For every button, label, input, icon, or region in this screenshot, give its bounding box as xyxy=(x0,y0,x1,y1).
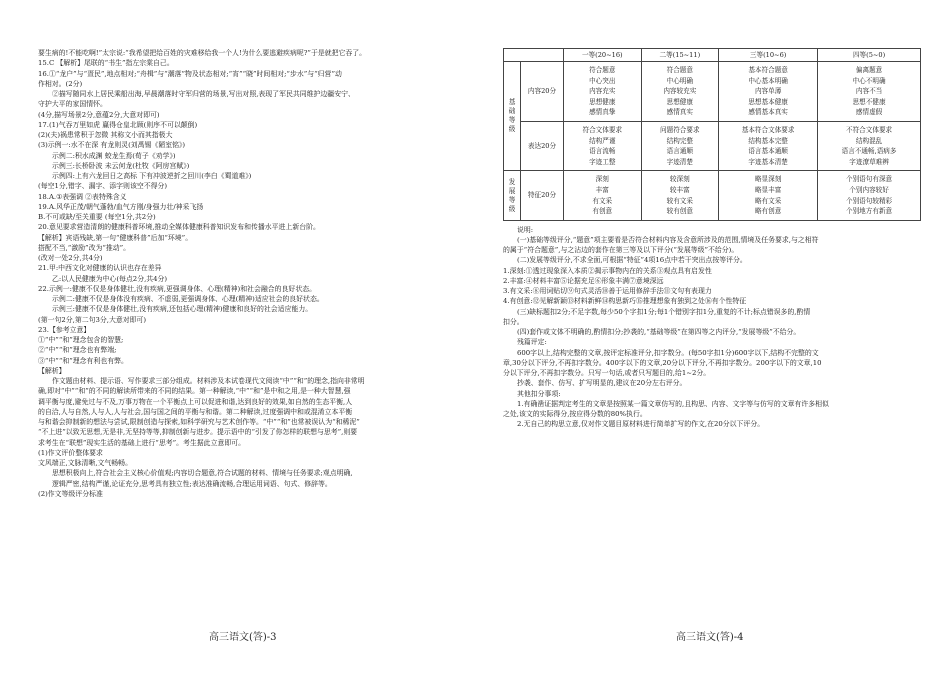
text-line: B.不可或缺/至关重要 (每空1分,共2分) xyxy=(38,213,156,221)
table-header-cell: 二等(15~11) xyxy=(641,49,719,62)
criterion-cell xyxy=(564,121,642,170)
criterion-cell xyxy=(818,121,921,170)
criterion-item: 有创意 xyxy=(592,207,613,216)
text-line: 19.A.风华正茂/朝气蓬勃/血气方刚/身强力壮/神采飞扬 xyxy=(38,202,204,211)
criterion-cell xyxy=(641,121,719,170)
text-line: 1.深刻:①透过现象深入本质②揭示事物内在的关系③观点具有启发性 xyxy=(503,266,712,275)
text-line: (三)缺标题扣2分;不足字数,每少50个字扣1分;每1个错别字扣1分,重复的不计;标点错误多的,酌情 xyxy=(517,307,811,316)
text-line: ②“中”“和”理念也有弊端; xyxy=(38,346,117,355)
text-line: 确,即对“中”“和”的不同的解读所带来的不同的结果。第一种解读,“中”“和”是中和之用,是一种大智慧,强 xyxy=(38,387,351,396)
table-row xyxy=(504,121,921,170)
grade-group-label: 发 展 等 级 xyxy=(504,171,521,220)
page-footer-left: 高三语文(答)-3 xyxy=(209,632,277,643)
criterion-item: 基本符合题意 xyxy=(748,66,788,74)
criterion-item: 思想健康 xyxy=(589,97,616,106)
text-line: 其他扣分事项: xyxy=(517,389,561,398)
text-line: 【解析】宾语残缺,第一句“健康科普”后加“环境”。 xyxy=(38,233,193,242)
criterion-item: 语言通顺 xyxy=(666,147,693,156)
text-line: 守护大平的家国情怀。 xyxy=(38,100,107,109)
text-line: 残篇评定: xyxy=(517,338,547,347)
criterion-item: 字迹潦草难辨 xyxy=(849,157,889,166)
text-line: (2)作文等级评分标准 xyxy=(38,489,103,498)
text-line: 章,30分以下评分,不再扣字数分。400字以下的文章,20分以下评分,不再扣字数分。200字以下的文章,10 xyxy=(503,358,822,367)
criterion-item: 有文采 xyxy=(592,196,613,205)
text-line: 思想积极向上,符合社会主义核心价值观;内容切合题意,符合试题的材料、情境与任务要求;观点明确, xyxy=(52,469,353,478)
criterion-cell xyxy=(818,62,921,122)
text-line: 抄袭、套作、仿写、扩写明显的,建议在20分左右评分。 xyxy=(517,379,687,388)
text-line: 的自洽,人与自然,人与人,人与社会,国与国之间的平衡与和谐。第二种解读,过度强调中和或混淆立本平衡 xyxy=(38,407,353,416)
criterion-item: 中心不明确 xyxy=(852,76,886,85)
criterion-label: 特征20分 xyxy=(521,171,564,220)
criterion-item: 中心基本明确 xyxy=(748,76,788,85)
text-line: 乙:以人民健康为中心(每点2分,共4分) xyxy=(52,274,168,283)
criterion-cell xyxy=(719,121,818,170)
criterion-item: 语言不通畅,语病多 xyxy=(841,147,897,156)
text-line: 23.【参考立意】 xyxy=(38,325,91,334)
text-line: 15.C 【解析】尾联的“书生”指左宗棠自己。 xyxy=(38,59,174,68)
criterion-item: 较深刻 xyxy=(669,175,690,184)
text-line: 的属于“符合题意”,与之沾边的套作在第三等及以下评分(“发展等级”不给分)。 xyxy=(503,246,739,255)
text-line: (1)作文评价整体要求 xyxy=(38,448,103,457)
text-line: 作文题由材料、提示语、写作要求三部分组成。材料涉及本试卷现代文阅读“中”“和”的理念,指向非常明 xyxy=(52,377,365,385)
text-line: 搭配不当,“激励”改为“推动”。 xyxy=(38,243,131,252)
grading-table xyxy=(503,48,921,221)
criterion-item: 较有文采 xyxy=(666,196,693,205)
criterion-item: 结构严谨 xyxy=(589,136,616,145)
text-line: 17.(1)气吞万里如虎 赢得仓皇北顾(则序不可以颠倒) xyxy=(38,120,198,129)
criterion-cell xyxy=(564,171,642,220)
text-line: 22.示例一:健康不仅是身体健壮,没有疾病,更强调身体、心理(精神)和社会融合的良好状态。 xyxy=(38,284,316,293)
text-line: (二)发展等级评分,不求全面,可根据“特征”4项16点中若干突出点按等评分。 xyxy=(517,256,747,265)
criterion-item: 思想健康 xyxy=(666,97,693,106)
criterion-item: 字迹工整 xyxy=(589,157,616,166)
table-corner xyxy=(504,49,564,62)
criterion-item: 偏离题意 xyxy=(855,66,883,74)
criterion-label: 内容20分 xyxy=(521,62,564,122)
table-header-cell: 一等(20~16) xyxy=(564,49,642,62)
text-line: 示例四:上有六龙回日之高标 下有冲波逆折之回川(李白《蜀道难》) xyxy=(52,172,252,180)
criterion-item: 基本符合文体要求 xyxy=(741,125,795,134)
text-line: 示例三:长桥卧波 未云何龙(杜牧《阿房宫赋》) xyxy=(52,161,190,170)
text-line: 调平衡与度,避免过与不及,万事万物在一个平衡点上可以促进和谐,达到良好的效果,如自然的生态平衡,人 xyxy=(38,397,353,406)
criterion-item: 不符合文体要求 xyxy=(846,125,893,134)
criterion-cell xyxy=(719,171,818,220)
text-line: 求考生在“联想”现实生活的基础上进行“思考”。考生据此立意即可。 xyxy=(38,438,246,447)
criterion-item: 略有文采 xyxy=(754,196,782,205)
criterion-item: 个别语句较精彩 xyxy=(846,196,893,205)
criterion-cell xyxy=(564,62,642,122)
criterion-item: 语言流畅 xyxy=(589,147,616,156)
text-line: 16.①“龙户”与“疍民”,地点相对;“舟楫”与“潮落”物及状态相对;“宵”“晓”时间相对;“步水”与“归营”动 xyxy=(38,69,342,78)
criterion-item: 内容不当 xyxy=(855,87,883,96)
criterion-cell xyxy=(641,171,719,220)
criterion-item: 内容充实 xyxy=(589,87,616,96)
criterion-item: 结构完整 xyxy=(666,136,693,145)
text-line: 之处,该文的实际得分,按应得分数的80%执行。 xyxy=(503,410,647,419)
text-line: 逻辑严密,结构严谨,论证充分,思考具有独立性;表达准确流畅,合理运用词语、句式、修辞等。 xyxy=(52,479,332,488)
criterion-item: 深刻 xyxy=(595,175,609,184)
criterion-item: 丰富 xyxy=(595,185,609,194)
criterion-item: 中心突出 xyxy=(589,76,616,85)
criterion-item: 较丰富 xyxy=(669,185,690,194)
text-line: 4.有创意:⑫见解新颖⑬材料新鲜⑭构思新巧⑮推理想象有独到之处⑯有个性特征 xyxy=(503,297,747,306)
criterion-cell xyxy=(719,62,818,122)
text-line: 说明: xyxy=(517,225,534,234)
criterion-item: 符合题意 xyxy=(589,66,616,74)
scoring-notes xyxy=(503,225,923,430)
text-line: 2.丰富:④材料丰富⑤论据充足⑥形象丰满⑦意境深远 xyxy=(503,276,664,285)
criterion-cell xyxy=(818,171,921,220)
text-line: ②描写随同水上居民乘船出海,早晨潮落时守军归营的场景,写出对照,表现了军民共同维护边疆安宁、 xyxy=(52,90,355,98)
criterion-item: 感情基本真实 xyxy=(748,108,788,117)
text-line: 示例三:健康不仅是身体健壮,没有疾病,还包括心理(精神)健康和良好的社会适应能力。 xyxy=(52,305,313,314)
text-line: 扣分。 xyxy=(503,317,524,326)
criterion-item: 问题符合要求 xyxy=(660,125,700,134)
criterion-item: 内容较充实 xyxy=(663,87,697,96)
table-row xyxy=(504,171,921,220)
criterion-item: 字迹清楚 xyxy=(666,157,693,166)
criterion-item: 略有创意 xyxy=(754,207,782,216)
text-line: 要生病的!不能吃啊!”太宗说:“我希望把给百姓的灾难移给我一个人!为什么要逃避疾病呢?”于是就把它吞了。 xyxy=(38,49,367,57)
criterion-item: 个别内容较好 xyxy=(849,185,889,194)
criterion-item: 感情真挚 xyxy=(589,108,616,117)
text-line: 600字以上,结构完整的文章,按评定标准评分,扣字数分。(每50字扣1分)600字以下,结构不完整的文 xyxy=(517,348,819,357)
text-line: 示例二:积水成渊 蛟龙生焉(荀子《劝学》) xyxy=(52,151,176,160)
criterion-item: 符合文体要求 xyxy=(582,125,623,134)
text-line: ③“中”“和”理念有利也有弊。 xyxy=(38,356,128,365)
criterion-label: 表达20分 xyxy=(521,121,564,170)
text-line: (一)基础等级评分,“题意”项主要看是否符合材料内容及含意所涉及的范围,情境及任务要求,与之相符 xyxy=(517,235,819,244)
text-line: ①“中”“和”理念包含的智慧; xyxy=(38,336,124,344)
criterion-cell xyxy=(641,62,719,122)
text-line: 文风端正,文脉清晰,文气畅畅。 xyxy=(38,459,132,467)
criterion-item: 中心明确 xyxy=(666,76,693,85)
text-line: “不上进”以致无思想,无是非,无坚持等等,抑制创新与进步。提示语中的“引发了你怎样的联想与思考”,则要 xyxy=(38,428,358,437)
text-line: 示例二:健康不仅是身体没有疾病、不虚弱,更强调身体、心理(精神)适应社会的良好状态。 xyxy=(52,295,324,303)
text-line: (四)套作或文体不明确的,酌情扣分;抄袭的,“基础等级”在第四等之内评分,“发展等级”不给分。 xyxy=(517,328,801,337)
grade-group-label: 基 础 等 级 xyxy=(504,62,521,171)
text-line: 分以下评分,不再扣字数分。只写一句话,或者只写题目的,给1~2分。 xyxy=(503,369,711,378)
text-line: (3)示例一:水不在深 有龙则灵(刘禹锡《陋室铭》) xyxy=(38,141,186,150)
text-line: (每空1分,错字、漏字、添字则该空不得分) xyxy=(38,182,168,191)
left-column xyxy=(38,48,448,499)
text-line: 21.甲:中西文化对健康的认识也存在差异 xyxy=(38,264,162,273)
text-line: (2)(夫)祸患常积于忽微 其称文小而其指极大 xyxy=(38,131,173,139)
table-header-cell: 三等(10~6) xyxy=(719,49,818,62)
table-row xyxy=(504,62,921,122)
criterion-item: 符合题意 xyxy=(666,66,693,74)
page-footer-right: 高三语文(答)-4 xyxy=(676,632,744,643)
table-header-cell: 四等(5~0) xyxy=(818,49,921,62)
text-line: 2.无自己的构思立意,仅对作文题目原材料进行简单扩写的作文,在20分以下评分。 xyxy=(517,420,765,429)
criterion-item: 字迹基本清楚 xyxy=(748,157,788,166)
criterion-item: 略显深刻 xyxy=(754,175,782,184)
criterion-item: 较有创意 xyxy=(666,207,693,216)
criterion-item: 思想基本健康 xyxy=(748,97,788,106)
criterion-item: 感情真实 xyxy=(666,108,693,117)
criterion-item: 感情虚假 xyxy=(855,108,883,117)
criterion-item: 略显丰富 xyxy=(754,185,782,194)
text-line: 【解析】 xyxy=(38,366,66,375)
text-line: 与和谐会抑制新的想法与尝试,限制创造与探索,如科学研究与艺术创作等。“中”“和”也常被误认为“和稀泥” xyxy=(38,418,360,426)
right-column xyxy=(503,48,923,430)
criterion-item: 内容单薄 xyxy=(754,87,782,96)
text-line: 3.有文采:⑧用词贴切⑨句式灵活⑩善于运用修辞手法⑪文句有表现力 xyxy=(503,287,712,296)
criterion-item: 结构混乱 xyxy=(855,136,883,145)
text-line: 1.有确凿证据判定考生的文章是按照某一篇文章仿写的,且构思、内容、文字等与仿写的文章有许多相似 xyxy=(517,399,829,408)
text-line: 作相对。(2分) xyxy=(38,79,83,88)
criterion-item: 结构基本完整 xyxy=(748,136,788,145)
criterion-item: 个别语句有深意 xyxy=(846,175,893,184)
text-line: 18.A.①表强调 ②表特殊含义 xyxy=(38,192,127,201)
criterion-item: 语言基本通顺 xyxy=(748,147,788,156)
text-line: 20.意见要求营造清朗的健康科普环境,推动全媒体健康科普知识发布和传播水平进上新台阶。 xyxy=(38,223,320,232)
criterion-item: 个别地方有新意 xyxy=(846,207,893,216)
criterion-item: 思想不健康 xyxy=(852,97,886,106)
text-line: (4分,描写场景2分,意蕴2分,大意对即可) xyxy=(38,110,160,119)
text-line: (第一句2分,第二句3分,大意对即可) xyxy=(38,315,147,324)
text-line: (改对一处2分,共4分) xyxy=(38,254,103,262)
